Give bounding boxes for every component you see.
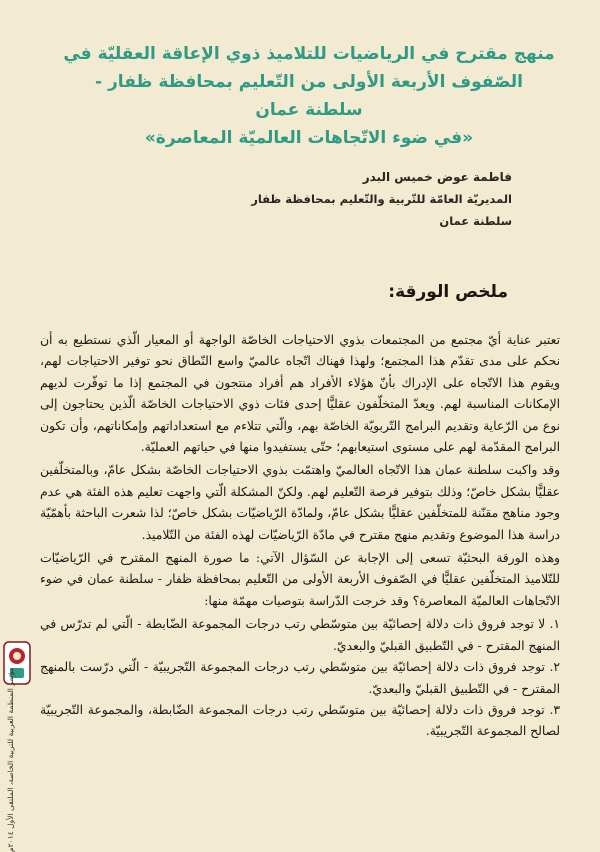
title-line-3: سلطنة عمان [255,100,363,120]
abstract-paragraph: تعتبر عناية أيّ مجتمع من المجتمعات بذوي الاحتياجات الخاصّة الواجهة أو المعيار الّذي نستطيع به أن نحكم على مدى تقدّم هذا المجتمع؛ ولهذا فهناك اتّجاه عالميّ واسع النّطاق نحو توفير الاحتياجات لهم، ويقوم هذا الاتّجاه على الإدراك بأنّ هؤلاء الأفراد هم أفراد منتجون في المجتمع إذا ما توفّرت لديهم الإمكانات المناسبة لهم. ويعدّ المتخلّفون عقليًّا إحدى فئات ذوي الاحتياجات الخاصّة الّذين يحتاجون إلى نوع من الرّعاية وتقديم البرامج التّربويّة الخاصّة بهم، والّتي تتلاءم مع استعداداتهم وإمكاناتهم، وأن تكون البرامج المقدّمة لهم على مستوى استيعابهم؛ حتّى يستفيدوا منها في حياتهم العمليّة. [40,333,560,455]
recommendation-item: ٣. توجد فروق ذات دلالة إحصائيّة بين متوسّطي رتب درجات المجموعة الضّابطة، والمجموعة التّجريبيّة لصالح المجموعة التّجريبيّة. [40,702,560,739]
title-line-1: منهج مقترح في الرياضيات للتلاميذ ذوي الإعاقة العقليّة في [63,44,555,64]
author-affiliation: المديريّة العامّة للتّربية والتّعليم بمحافظة ظفار [251,192,512,206]
author-country: سلطنة عمان [439,214,512,228]
abstract-heading: ملخص الورقة: [388,282,508,302]
abstract-paragraph: وهذه الورقة البحثيّة تسعى إلى الإجابة عن السّؤال الآتي: ما صورة المنهج المقترح في الرّياضيّات للتّلاميذ المتخلّفين عقليًّا في الصّفوف الأربعة الأولى من التّعليم بمحافظة ظفار - سلطنة عمان في ضوء الاتّجاهات العالميّة المعاصرة؟ وقد خرجت الدّراسة بتوصيات مهمّة منها: [40,551,560,608]
paper-title [40,40,578,152]
author-block [251,166,512,232]
abstract-body [40,330,560,743]
abstract-paragraph: وقد واكبت سلطنة عمان هذا الاتّجاه العالميّ واهتمّت بذوي الاحتياجات الخاصّة بشكل عامّ، وبالمتخلّفين عقليًّا بشكل خاصّ؛ وذلك بتوفير فرصة التّعليم لهم. ولكنّ المشكلة الّتي واجهت تعليم هذه الفئة هي عدم وجود مناهج مقنّنة للمتخلّفين عقليًّا بشكل عامّ، ولمادّة الرّياضيّات بشكل خاصّ؛ لذا شعرت الباحثة بأهمّيّة دراسة هذا الموضوع وتقديم منهج مقترح في مادّة الرّياضيّات لهذه الفئة من التّلاميذ. [40,463,560,542]
side-caption: مؤتمر المنظمة العربية للتربية الخاصة، الملتقى الأول ٢٠١٤م [6,667,15,852]
title-line-2: الصّفوف الأربعة الأولى من التّعليم بمحافظة ظفار - [95,72,523,92]
title-line-4: «في ضوء الاتّجاهات العالميّة المعاصرة» [144,128,474,148]
recommendation-item: ٢. توجد فروق ذات دلالة إحصائيّة بين متوسّطي رتب درجات المجموعة التّجريبيّة - الّتي درّست بالمنهج المقترح - في التّطبيق القبليّ والبعديّ. [40,660,560,696]
recommendation-item: ١. لا توجد فروق ذات دلالة إحصائيّة بين متوسّطي رتب درجات المجموعة الضّابطة - الّتي لم تدرّس في المنهج المقترح - في التّطبيق القبليّ والبعديّ. [40,617,560,653]
author-name: فاطمة عوض خميس البدر [362,170,512,184]
